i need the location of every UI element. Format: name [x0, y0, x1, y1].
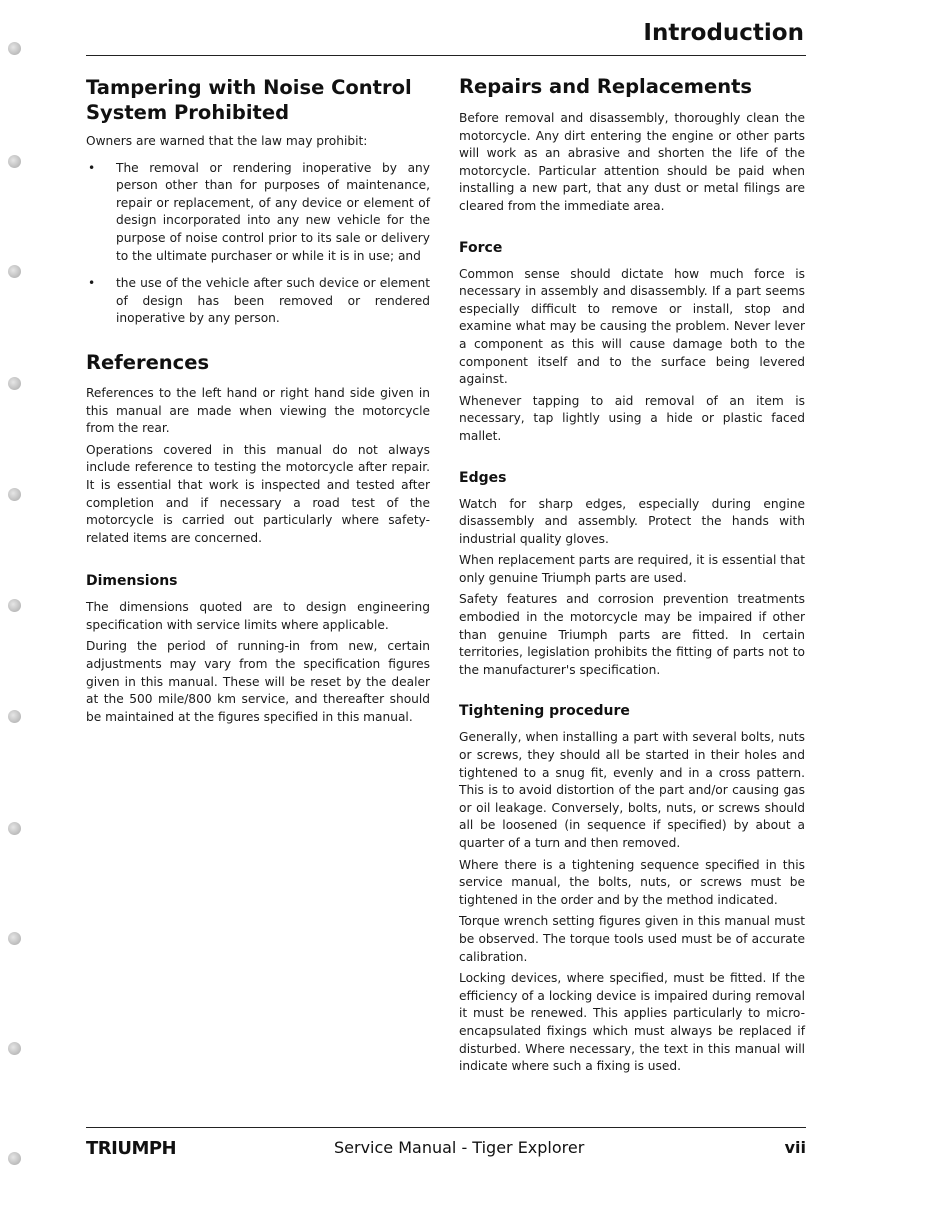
tightening-paragraph: Locking devices, where specified, must be fitted. If the efficiency of a locking device is impaired during removal it must be renewed. This applies particularly to micro-encapsulated fixings which must always be replaced if disturbed. Where necessary, the text in this manual will indicate where such a fixing is used. — [459, 971, 805, 1074]
left-column — [86, 70, 430, 726]
tightening-paragraph: Generally, when installing a part with several bolts, nuts or screws, they should all be started in their holes and tightened to a snug fit, evenly and in a cross pattern. This is to avoid distortion of the part and/or causing gas or oil leakage. Conversely, bolts, nuts, or screws should all be loosened (in sequence if specified) by about a quarter of a turn and then removed. — [459, 730, 805, 850]
edges-heading: Edges — [459, 469, 507, 486]
force-paragraph: Common sense should dictate how much force is necessary in assembly and disassembly. If a part seems especially difficult to remove or install, stop and examine what may be causing the problem. Never lever a component as this will cause damage both to the component itself and to the surface being levered against. — [459, 266, 805, 387]
references-paragraph: Operations covered in this manual do not always include reference to testing the motorcycle after repair. It is essential that work is inspected and tested after completion and if necessary a road test of the motorcycle is carried out particularly where safety-related items are concerned. — [86, 442, 430, 545]
section-title: Introduction — [643, 20, 804, 46]
force-heading: Force — [459, 239, 503, 256]
binder-hole — [8, 265, 21, 278]
tampering-heading: Tampering with Noise Control System Prohibited — [86, 76, 412, 124]
binder-hole — [8, 710, 21, 723]
references-heading: References — [86, 350, 210, 374]
binder-hole — [8, 42, 21, 55]
footer-rule — [86, 1127, 806, 1128]
dimensions-paragraph: The dimensions quoted are to design engineering specification with service limits where applicable. — [86, 600, 430, 632]
binder-hole — [8, 932, 21, 945]
edges-paragraph: Safety features and corrosion prevention treatments embodied in the motorcycle may be impaired if other than genuine Triumph parts are fitted. In certain territories, legislation prohibits the fitting of parts not to the manufacturer's specification. — [459, 592, 805, 677]
list-item: • The removal or rendering inoperative by any person other than for purposes of maintenance, repair or replacement, of any device or element of design incorporated into any new vehicle for the purpose of noise control prior to its sale or delivery to the ultimate purchaser or while it is in use; and — [86, 160, 430, 266]
dimensions-paragraph: During the period of running-in from new, certain adjustments may vary from the specification figures given in this manual. These will be reset by the dealer at the 500 mile/800 km service, and thereafter should be maintained at the figures specified in this manual. — [86, 639, 430, 724]
repairs-paragraph: Before removal and disassembly, thoroughly clean the motorcycle. Any dirt entering the engine or other parts will work as an abrasive and shorten the life of the motorcycle. Particular attention should be paid when installing a new part, that any dust or metal filings are cleared from the immediate area. — [459, 111, 805, 213]
manual-title: Service Manual - Tiger Explorer — [334, 1138, 585, 1157]
edges-paragraph: Watch for sharp edges, especially during engine disassembly and assembly. Protect the hands with industrial quality gloves. — [459, 496, 805, 546]
binder-hole — [8, 599, 21, 612]
tightening-paragraph: Torque wrench setting figures given in this manual must be observed. The torque tools used must be of accurate calibration. — [459, 914, 805, 964]
references-paragraph: References to the left hand or right hand side given in this manual are made when viewing the motorcycle from the rear. — [86, 385, 430, 436]
triumph-logo: TRIUMPH — [86, 1138, 177, 1159]
tampering-intro: Owners are warned that the law may prohibit: — [86, 134, 368, 148]
list-item: • the use of the vehicle after such device or element of design has been removed or rendered inoperative by any person. — [86, 275, 430, 328]
dimensions-heading: Dimensions — [86, 573, 178, 590]
page-number: vii — [784, 1138, 806, 1157]
right-column — [459, 70, 805, 1076]
binder-hole — [8, 488, 21, 501]
header-rule — [86, 55, 806, 56]
binder-hole — [8, 155, 21, 168]
tightening-heading: Tightening procedure — [459, 703, 630, 720]
binder-hole — [8, 1152, 21, 1165]
binder-hole — [8, 822, 21, 835]
binder-hole — [8, 1042, 21, 1055]
tightening-paragraph: Where there is a tightening sequence specified in this service manual, the bolts, nuts, or screws must be tightened in the order and by the method indicated. — [459, 857, 805, 907]
tampering-list — [86, 160, 430, 328]
repairs-heading: Repairs and Replacements — [459, 75, 753, 98]
force-paragraph: Whenever tapping to aid removal of an item is necessary, tap lightly using a hide or plastic faced mallet. — [459, 393, 805, 443]
edges-paragraph: When replacement parts are required, it is essential that only genuine Triumph parts are used. — [459, 553, 805, 585]
binder-hole — [8, 377, 21, 390]
